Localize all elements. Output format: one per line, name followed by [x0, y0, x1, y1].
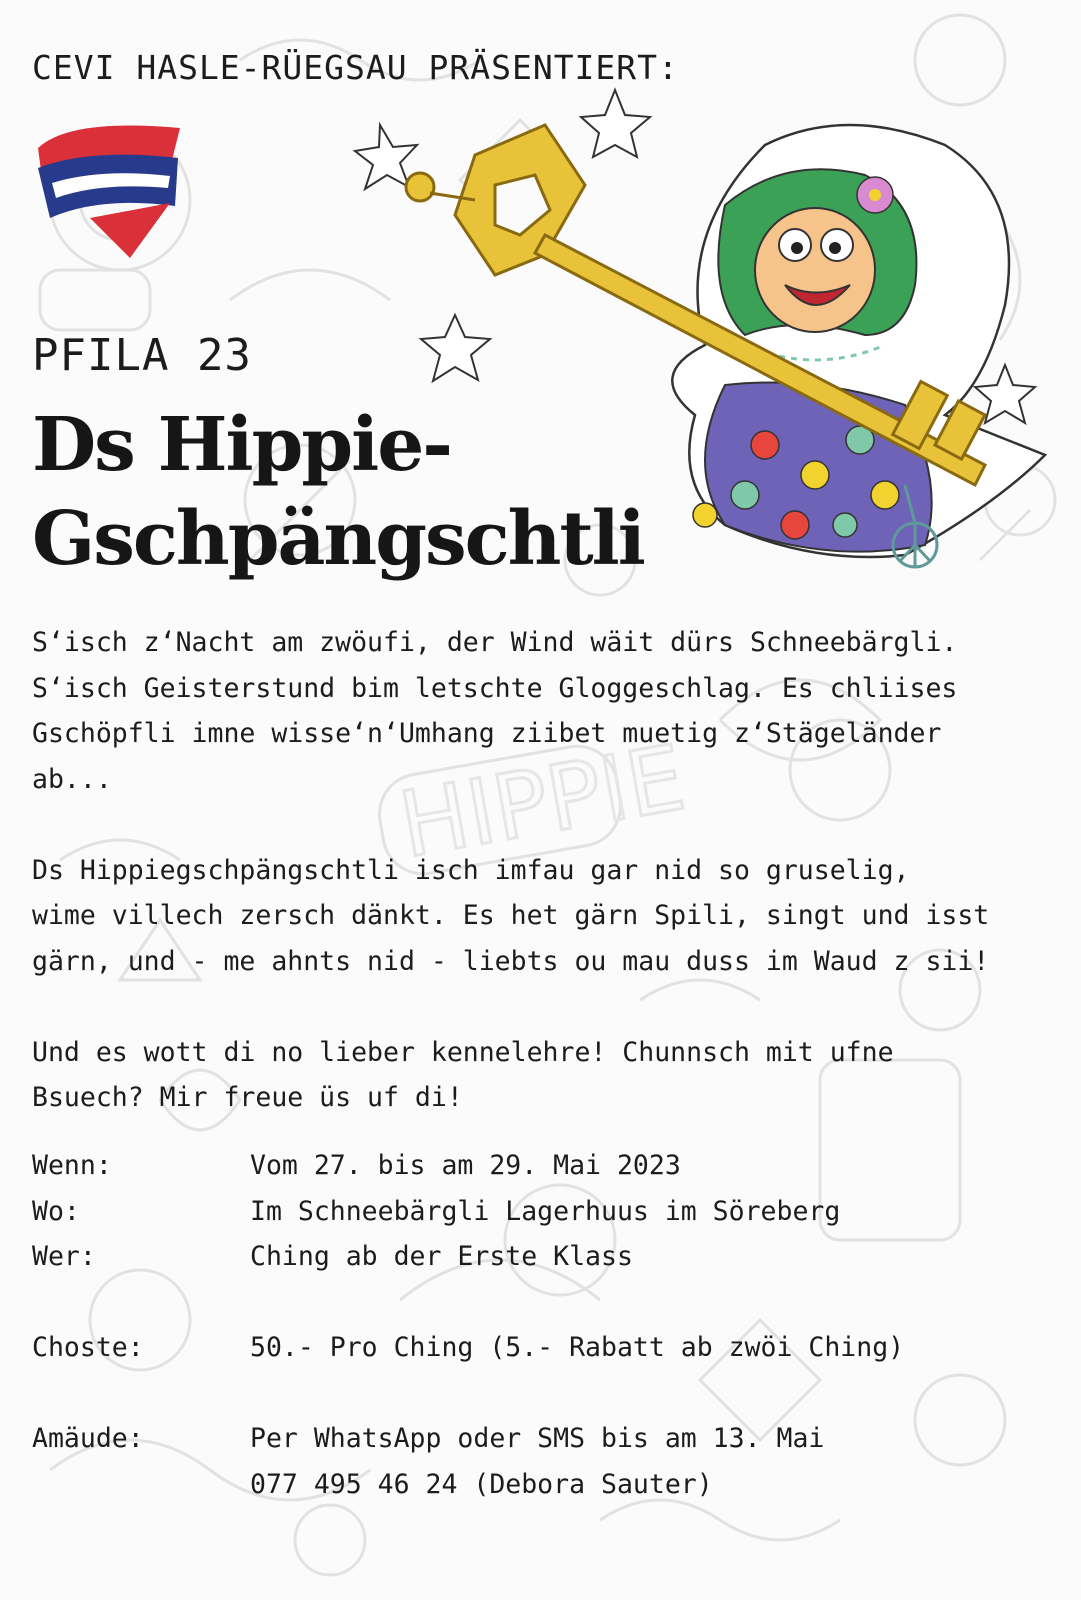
detail-row-when	[32, 1143, 904, 1189]
presenter-line: CEVI HASLE-RÜEGSAU PRÄSENTIERT:	[32, 48, 679, 87]
event-label: PFILA 23	[32, 330, 252, 381]
cevi-logo-icon	[30, 108, 190, 268]
event-title-line-2: Gschpängschtli	[32, 496, 644, 582]
story-line: wime villech zersch dänkt. Es het gärn Spili, singt und isst	[32, 900, 990, 931]
detail-row-cost	[32, 1325, 904, 1371]
story-text	[32, 620, 1062, 1166]
detail-value: Ching ab der Erste Klass	[250, 1241, 633, 1272]
detail-label: Amäude:	[32, 1423, 144, 1454]
spacer	[32, 1371, 904, 1417]
detail-value: Per WhatsApp oder SMS bis am 13. Mai	[250, 1423, 825, 1454]
detail-label-empty	[32, 1462, 250, 1508]
story-line: S‘isch z‘Nacht am zwöufi, der Wind wäit dürs Schneebärgli.	[32, 627, 958, 658]
detail-row-signup	[32, 1416, 904, 1462]
story-line: ab...	[32, 763, 112, 795]
story-line: Bsuech? Mir freue üs uf di!	[32, 1082, 463, 1113]
detail-label: Wo:	[32, 1195, 80, 1227]
hippie-ghost-with-golden-key-icon	[345, 85, 1065, 605]
story-paragraph-3	[32, 1030, 1062, 1121]
svg-text:HIPPIE: HIPPIE	[392, 725, 693, 879]
story-paragraph-2	[32, 848, 1062, 985]
event-title-line-1: Ds Hippie-	[32, 402, 452, 488]
detail-row-who	[32, 1234, 904, 1280]
detail-label: Wer:	[32, 1241, 96, 1272]
event-details	[32, 1143, 904, 1507]
detail-value: Vom 27. bis am 29. Mai 2023	[250, 1150, 681, 1181]
detail-row-where	[32, 1189, 904, 1235]
story-line: gärn, und - me ahnts nid - liebts ou mau duss im Waud z sii!	[32, 945, 990, 977]
detail-label: Choste:	[32, 1332, 144, 1363]
detail-row-contact	[32, 1462, 904, 1508]
detail-value: 077 495 46 24 (Debora Sauter)	[250, 1468, 713, 1500]
spacer	[32, 1280, 904, 1326]
story-line: Und es wott di no lieber kennelehre! Chunnsch mit ufne	[32, 1036, 894, 1068]
story-line: S‘isch Geisterstund bim letschte Gloggeschlag. Es chliises	[32, 672, 958, 704]
detail-value: Im Schneebärgli Lagerhuus im Söreberg	[250, 1195, 841, 1227]
detail-label: Wenn:	[32, 1150, 112, 1181]
story-line: Ds Hippiegschpängschtli isch imfau gar nid so gruselig,	[32, 854, 910, 886]
story-line: Gschöpfli imne wisse‘n‘Umhang ziibet muetig z‘Stägeländer	[32, 718, 942, 749]
story-paragraph-1	[32, 620, 1062, 802]
detail-value: 50.- Pro Ching (5.- Rabatt ab zwöi Ching)	[250, 1332, 905, 1363]
